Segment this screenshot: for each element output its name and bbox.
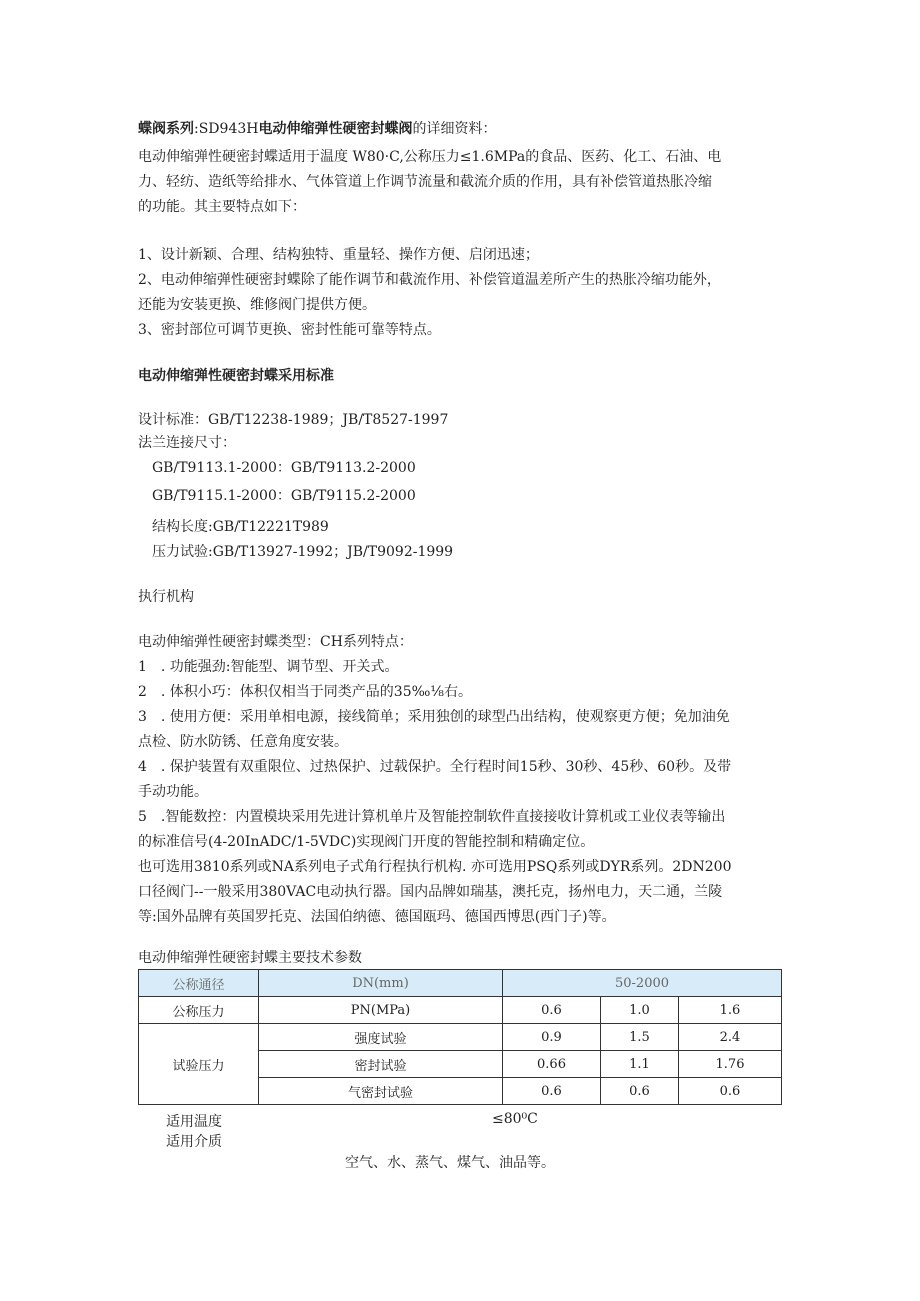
table-cell: 0.6 [503, 997, 601, 1024]
table-cell: 公称压力 [139, 997, 259, 1024]
actuator-line: 电动伸缩弹性硬密封蝶类型：CH系列特点： [138, 634, 413, 650]
header-cell: 公称通径 [139, 970, 259, 997]
feature-item: 1、设计新颖、合理、结构独特、重量轻、操作方便、启闭迅速； [138, 247, 539, 263]
medium-value: 空气、水、蒸气、煤气、油品等。 [345, 1155, 555, 1171]
actuator-line: 5 .智能数控：内置模块采用先进计算机单片及智能控制软件直接接收计算机或工业仪表等输出 [138, 809, 726, 825]
table-cell: 强度试验 [259, 1024, 503, 1051]
actuator-line: 4 . 保护装置有双重限位、过热保护、过载保护。全行程时间15秒、30秒、45秒、60秒。及带 [138, 759, 732, 775]
actuator-line: 也可选用3810系列或NA系列电子式角行程执行机构. 亦可选用PSQ系列或DYR系列。2DN200 [138, 859, 732, 875]
table-cell: 1.6 [679, 997, 782, 1024]
feature-item: 3、密封部位可调节更换、密封性能可靠等特点。 [138, 322, 441, 338]
header-cell: 50-2000 [503, 970, 782, 997]
intro-paragraph [138, 145, 783, 220]
table-header-row [139, 970, 782, 997]
table-cell: 密封试验 [259, 1051, 503, 1078]
standards-heading: 电动伸缩弹性硬密封蝶采用标准 [138, 368, 334, 384]
title-suffix: 的详细资料： [412, 121, 497, 137]
feature-item: 还能为安装更换、维修阀门提供方便。 [138, 297, 376, 313]
actuator-line: 的标准信号(4-20InADC/1-5VDC)实现阀门开度的智能控制和精确定位。 [138, 834, 595, 850]
temp-label: 适用温度 [166, 1114, 222, 1130]
page-title [138, 117, 783, 142]
flange-label: 法兰连接尺寸： [138, 435, 236, 451]
feature-item: 2、电动伸缩弹性硬密封蝶除了能作调节和截流作用、补偿管道温差所产生的热胀冷缩功能外， [138, 272, 721, 288]
temp-value: ≤80⁰C [492, 1111, 538, 1127]
intro-line: 电动伸缩弹性硬密封蝶适用于温度 W80·C,公称压力≤1.6MPa的食品、医药、化工、石油、电 [138, 149, 722, 165]
title-model: SD943H [198, 121, 259, 137]
table-cell: 1.5 [601, 1024, 679, 1051]
flange-standard-1: GB/T9113.1-2000：GB/T9113.2-2000 [152, 460, 416, 476]
actuator-line: 1 . 功能强劲:智能型、调节型、开关式。 [138, 659, 399, 675]
length-standard: 结构长度:GB/T12221T989 [152, 519, 329, 535]
actuator-line: 等:国外品牌有英国罗托克、法国伯纳德、德国瓯玛、德国西博思(西门子)等。 [138, 909, 616, 925]
intro-line: 的功能。其主要特点如下： [138, 199, 306, 215]
title-name: 电动伸缩弹性硬密封蝶阀 [258, 121, 413, 137]
table-cell: 0.9 [503, 1024, 601, 1051]
table-cell: 0.6 [503, 1078, 601, 1105]
table-cell: 0.66 [503, 1051, 601, 1078]
table-cell: PN(MPa) [259, 997, 503, 1024]
actuator-heading: 执行机构 [138, 589, 194, 605]
design-standard: 设计标准：GB/T12238-1989；JB/T8527-1997 [138, 412, 449, 428]
title-prefix: 蝶阀系列 [138, 121, 194, 137]
actuator-section [138, 630, 783, 930]
actuator-line: 口径阀门--一般采用380VAC电动执行器。国内品牌如瑞基，澳托克，扬州电力，天二通，兰陵 [138, 884, 723, 900]
intro-line: 力、轻纺、造纸等给排水、气体管道上作调节流量和截流介质的作用，具有补偿管道热胀冷缩 [138, 174, 712, 190]
table-cell: 1.1 [601, 1051, 679, 1078]
title-sep: : [194, 121, 199, 137]
table-row [139, 997, 782, 1024]
table-cell: 气密封试验 [259, 1078, 503, 1105]
table-cell: 1.76 [679, 1051, 782, 1078]
actuator-line: 2 . 体积小巧：体积仅相当于同类产品的35‰⅛右。 [138, 684, 472, 700]
table-caption: 电动伸缩弹性硬密封蝶主要技术参数 [138, 950, 362, 966]
tech-params-table [138, 969, 782, 1105]
features-list [138, 243, 783, 343]
header-cell: DN(mm) [259, 970, 503, 997]
pressure-test-standard: 压力试验:GB/T13927-1992；JB/T9092-1999 [152, 544, 454, 560]
table-cell: 0.6 [679, 1078, 782, 1105]
table-cell: 1.0 [601, 997, 679, 1024]
table-cell: 0.6 [601, 1078, 679, 1105]
table-cell: 2.4 [679, 1024, 782, 1051]
actuator-line: 手动功能。 [138, 784, 208, 800]
actuator-line: 3 . 使用方便：采用单相电源，接线简单；采用独创的球型凸出结构，使观察更方便；免加油免 [138, 709, 730, 725]
table-cell: 试验压力 [139, 1024, 259, 1105]
flange-standard-2: GB/T9115.1-2000：GB/T9115.2-2000 [152, 488, 416, 504]
table-row [139, 1024, 782, 1051]
actuator-line: 点检、防水防锈、任意角度安装。 [138, 734, 348, 750]
medium-label: 适用介质 [166, 1134, 222, 1150]
